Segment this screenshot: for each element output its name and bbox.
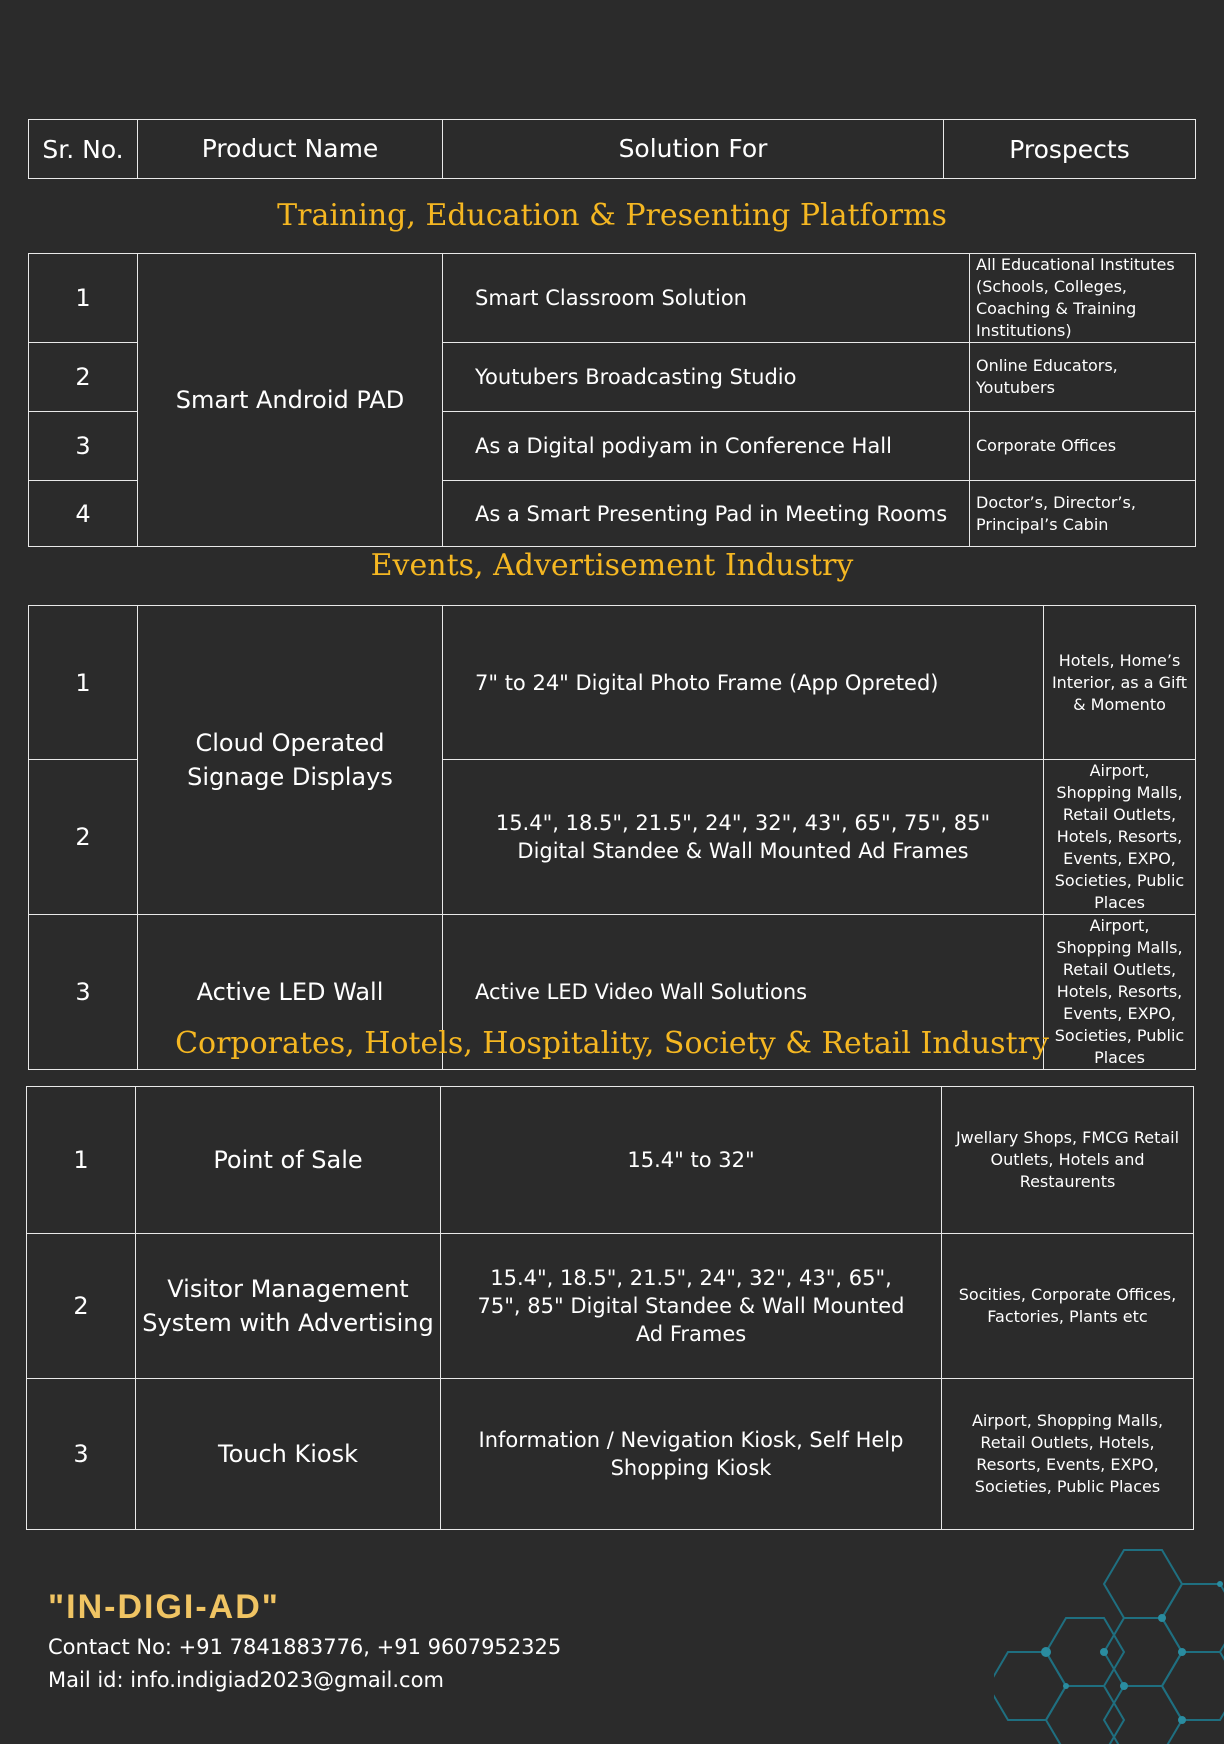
solution-cell: As a Digital podiyam in Conference Hall (443, 412, 970, 481)
table-row (27, 1234, 1194, 1379)
sr-cell: 3 (27, 1379, 136, 1530)
product-cell: Visitor Management System with Advertising (136, 1234, 441, 1379)
product-cell: Point of Sale (136, 1087, 441, 1234)
solution-cell: 7" to 24" Digital Photo Frame (App Opreted) (443, 606, 1044, 760)
table-row (27, 1379, 1194, 1530)
table-corporates (26, 1086, 1194, 1530)
prospects-cell: Online Educators, Youtubers (970, 343, 1196, 412)
solution-cell: Smart Classroom Solution (443, 254, 970, 343)
sr-cell: 3 (29, 915, 138, 1070)
prospects-cell: Doctor’s, Director’s, Principal’s Cabin (970, 481, 1196, 547)
header-table (28, 119, 1196, 179)
header-product: Product Name (138, 120, 443, 179)
prospects-cell: Jwellary Shops, FMCG Retail Outlets, Hotels and Restaurents (942, 1087, 1194, 1234)
solution-cell: Information / Nevigation Kiosk, Self Help Shopping Kiosk (441, 1379, 942, 1530)
solution-cell: 15.4", 18.5", 21.5", 24", 32", 43", 65", 75", 85" Digital Standee & Wall Mounted Ad Frames (443, 760, 1044, 915)
hexagon-network-icon (994, 1544, 1224, 1744)
solution-cell: Active LED Video Wall Solutions (443, 915, 1044, 1070)
table-training (28, 253, 1196, 547)
product-cell: Touch Kiosk (136, 1379, 441, 1530)
table-row (29, 254, 1196, 343)
sr-cell: 4 (29, 481, 138, 547)
table-row (27, 1087, 1194, 1234)
brand-name: "IN-DIGI-AD" (48, 1588, 280, 1626)
prospects-cell: Airport, Shopping Malls, Retail Outlets, Hotels, Resorts, Events, EXPO, Societies, Public Places (1044, 760, 1196, 915)
section-title-events: Events, Advertisement Industry (370, 548, 854, 583)
header-sr: Sr. No. (29, 120, 138, 179)
sr-cell: 1 (29, 254, 138, 343)
prospects-cell: Corporate Offices (970, 412, 1196, 481)
sr-cell: 1 (27, 1087, 136, 1234)
solution-cell: 15.4" to 32" (441, 1087, 942, 1234)
solution-cell: 15.4", 18.5", 21.5", 24", 32", 43", 65", 75", 85" Digital Standee & Wall Mounted Ad Frames (441, 1234, 942, 1379)
prospects-cell: Airport, Shopping Malls, Retail Outlets, Hotels, Resorts, Events, EXPO, Societies, Public Places (942, 1379, 1194, 1530)
product-cell: Cloud Operated Signage Displays (138, 606, 443, 915)
header-prospects: Prospects (944, 120, 1196, 179)
product-cell: Active LED Wall (138, 915, 443, 1070)
contact-email: Mail id: info.indigiad2023@gmail.com (48, 1668, 444, 1692)
header-row (29, 120, 1196, 179)
prospects-cell: All Educational Institutes (Schools, Colleges, Coaching & Training Institutions) (970, 254, 1196, 343)
section-title-training: Training, Education & Presenting Platforms (277, 198, 947, 233)
contact-numbers: Contact No: +91 7841883776, +91 9607952325 (48, 1635, 562, 1659)
solution-cell: Youtubers Broadcasting Studio (443, 343, 970, 412)
sr-cell: 3 (29, 412, 138, 481)
sr-cell: 1 (29, 606, 138, 760)
header-solution: Solution For (443, 120, 944, 179)
sr-cell: 2 (27, 1234, 136, 1379)
prospects-cell: Airport, Shopping Malls, Retail Outlets, Hotels, Resorts, Events, EXPO, Societies, Public Places (1044, 915, 1196, 1070)
solution-cell: As a Smart Presenting Pad in Meeting Rooms (443, 481, 970, 547)
table-events (28, 605, 1196, 1070)
prospects-cell: Hotels, Home’s Interior, as a Gift & Momento (1044, 606, 1196, 760)
section-title-corporates: Corporates, Hotels, Hospitality, Society & Retail Industry (175, 1026, 1049, 1061)
table-row (29, 606, 1196, 760)
prospects-cell: Socities, Corporate Offices, Factories, Plants etc (942, 1234, 1194, 1379)
product-cell: Smart Android PAD (138, 254, 443, 547)
sr-cell: 2 (29, 343, 138, 412)
sr-cell: 2 (29, 760, 138, 915)
